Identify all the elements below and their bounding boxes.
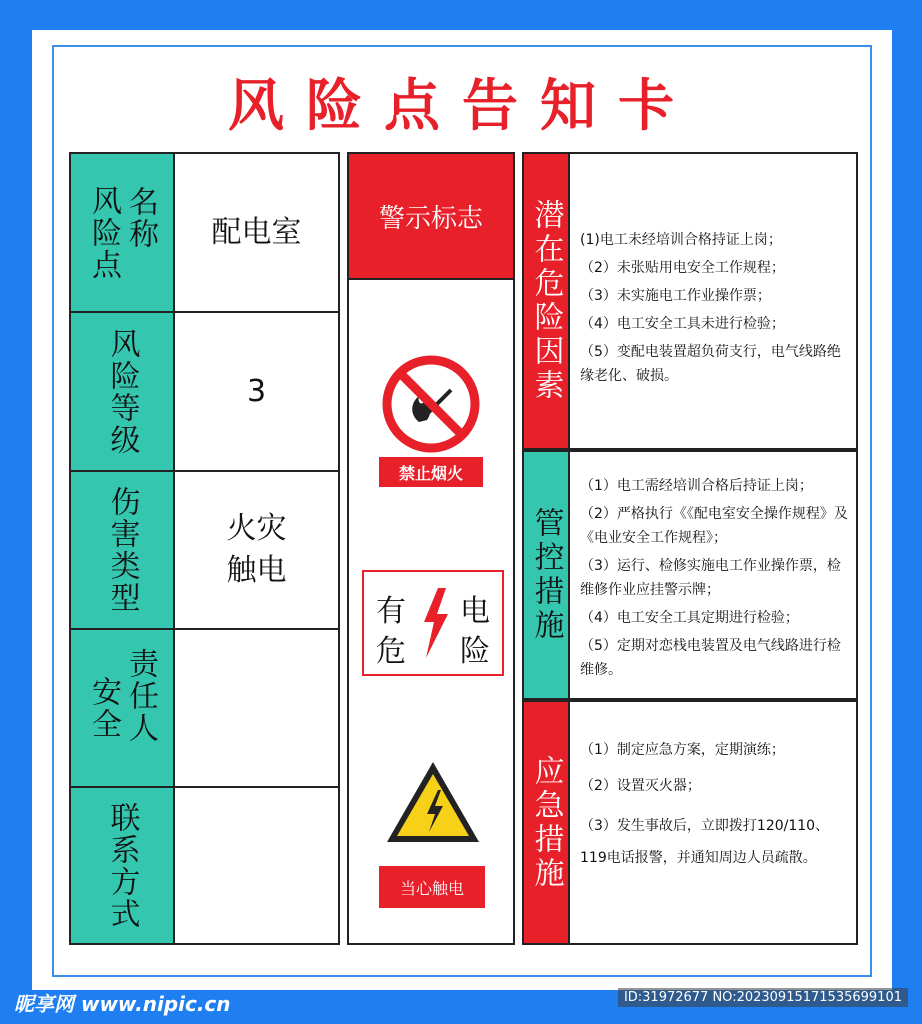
label-col-2: 名称	[123, 185, 158, 250]
section-header	[524, 452, 570, 698]
risk-info-table	[69, 152, 340, 945]
sign-char-3: 危	[376, 634, 406, 669]
row-label	[71, 154, 175, 311]
sign-char-4: 险	[460, 634, 490, 669]
label-col-1: 安全	[86, 676, 121, 740]
row-value: 火灾 触电	[226, 511, 287, 588]
row-contact	[71, 788, 338, 943]
section-header-text: 管控措施	[528, 507, 564, 643]
emergency-measures-section	[522, 700, 858, 945]
row-label-text: 伤害类型	[104, 486, 140, 614]
warning-signs-header: 警示标志	[349, 154, 513, 280]
row-value	[175, 630, 338, 786]
no-fire-label: 禁止烟火	[379, 457, 483, 487]
label-col-2: 责任人	[123, 648, 158, 744]
control-list	[578, 474, 852, 686]
list-item: （3）未实施电工作业操作票；	[580, 288, 771, 304]
list-item: (1)电工未经培训合格持证上岗；	[580, 232, 782, 248]
control-measures-section	[522, 450, 858, 700]
label-col-1: 风险点	[86, 184, 121, 281]
list-item: （3）发生事故后，立即拨打120/110、119电话报警，并通知周边人员疏散。	[580, 818, 830, 866]
no-fire-icon	[381, 354, 481, 454]
row-label-text: 风险等级	[104, 327, 140, 456]
row-value: 配电室	[211, 214, 302, 250]
sign-char-1: 有	[376, 594, 406, 629]
electric-shock-label: 当心触电	[379, 866, 485, 908]
row-value	[175, 788, 338, 943]
list-item: （5）定期对恋栈电装置及电气线路进行检维修。	[580, 638, 841, 678]
list-item: （2）严格执行《《配电室安全操作规程》及《电业安全工作规程》；	[580, 506, 848, 546]
list-item: （2）未张贴用电安全工作规程；	[580, 260, 785, 276]
row-label	[71, 630, 175, 786]
electric-shock-warning-icon	[383, 758, 483, 846]
watermark-right: ID:31972677 NO:20230915171535699101	[618, 988, 908, 1007]
list-item: （4）电工安全工具未进行检验；	[580, 316, 785, 332]
section-header	[524, 702, 570, 943]
row-label	[71, 472, 175, 628]
list-item: （5）变配电装置超负荷支行，电气线路绝缘老化、破损。	[580, 344, 841, 384]
potential-hazards-section	[522, 152, 858, 450]
row-label	[71, 313, 175, 470]
row-value: 3	[246, 373, 267, 409]
hazard-list	[578, 228, 852, 392]
row-label	[71, 788, 175, 943]
section-header	[524, 154, 570, 448]
section-header-text: 应急措施	[528, 754, 564, 891]
list-item: （1）制定应急方案，定期演练；	[580, 742, 785, 758]
high-voltage-sign	[362, 570, 504, 676]
emergency-list	[578, 738, 852, 878]
list-item: （2）设置灭火器；	[580, 778, 701, 794]
list-item: （4）电工安全工具定期进行检验；	[580, 610, 799, 626]
row-injury-type	[71, 472, 338, 630]
row-risk-point-name	[71, 154, 338, 313]
list-item: （3）运行、检修实施电工作业操作票，检维修作业应挂警示牌；	[580, 558, 841, 598]
page-title: 风险点告知卡	[228, 74, 696, 139]
section-header-text: 潜在危险因素	[528, 199, 564, 403]
sign-char-2: 电	[460, 594, 490, 629]
row-label-text: 联系方式	[104, 801, 140, 930]
row-safety-responsible	[71, 630, 338, 788]
list-item: （1）电工需经培训合格后持证上岗；	[580, 478, 813, 494]
row-risk-level	[71, 313, 338, 472]
lightning-icon	[420, 588, 450, 658]
watermark-left: 昵享网 www.nipic.cn	[14, 992, 231, 1016]
warning-signs-column	[347, 152, 515, 945]
